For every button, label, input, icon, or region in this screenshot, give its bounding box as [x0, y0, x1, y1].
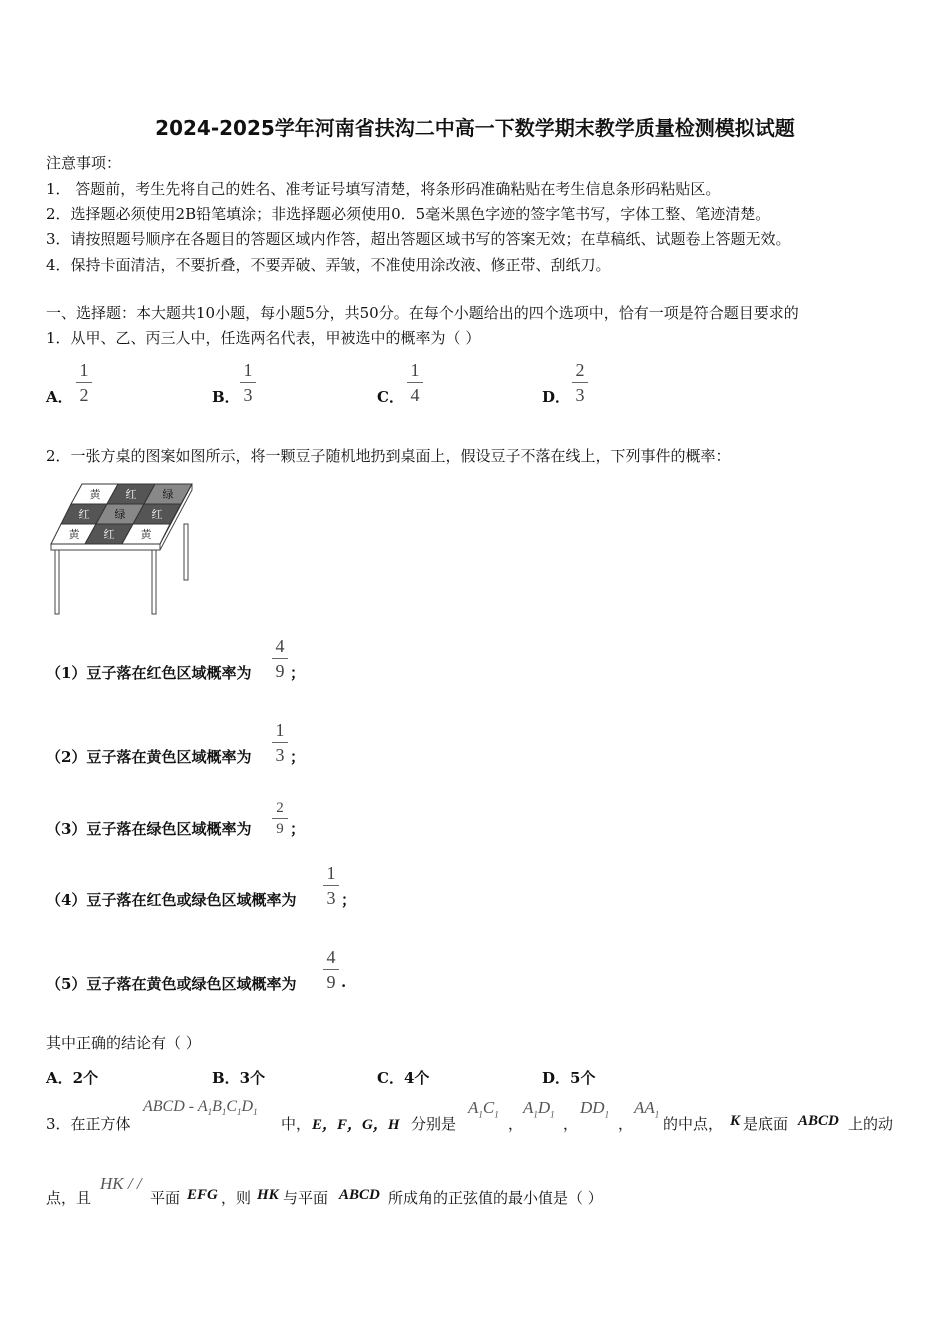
q2-statement-5-fraction: 4 9: [323, 947, 339, 992]
q2-statement-1-end: ；: [290, 664, 306, 682]
q1-option-b-fraction: 1 3: [240, 360, 256, 405]
q1-stem: 1．从甲、乙、丙三人中，任选两名代表，甲被选中的概率为（ ）: [46, 329, 481, 347]
q2-question: 其中正确的结论有（ ）: [46, 1034, 201, 1052]
q2-statement-2-fraction: 1 3: [272, 720, 288, 765]
q3-cube-name: ABCD - $A_1B_1C_1D_1$: [143, 1098, 258, 1118]
q1-option-b-label: B．: [212, 388, 240, 406]
notice-item: 3．请按照题号顺序在各题目的答题区域内作答，超出答题区域书写的答案无效；在草稿纸、试题卷上答题无效。: [46, 230, 791, 248]
q2-statement-1-fraction: 4 9: [272, 636, 288, 681]
q3-plane-efg: EFG: [187, 1187, 218, 1203]
q3-plane-abcd-2: ABCD: [339, 1187, 380, 1203]
notice-item: 1． 答题前，考生先将自己的姓名、准考证号填写清楚，将条形码准确粘贴在考生信息条形码粘贴区。: [46, 180, 721, 198]
q2-statement-3-fraction: 2 9: [272, 800, 288, 837]
q2-statement-3: （3）豆子落在绿色区域概率为: [46, 820, 252, 838]
q3-text-4: 是底面: [743, 1115, 789, 1133]
grid-label: 黄: [140, 528, 152, 541]
q3-segment-4: $AA_1$: [634, 1098, 660, 1120]
grid-label: 绿: [162, 488, 174, 501]
q3-text-3: 的中点，: [663, 1115, 724, 1133]
q1-option-d-label: D．: [542, 388, 571, 406]
q2-option-a: A．2个: [46, 1069, 99, 1087]
q1-option-a-fraction: 1 2: [76, 360, 92, 405]
q2-statement-2: （2）豆子落在黄色区域概率为: [46, 748, 252, 766]
q2-statement-4: （4）豆子落在红色或绿色区域概率为: [46, 891, 297, 909]
q2-statement-1: （1）豆子落在红色区域概率为: [46, 664, 252, 682]
q3-line2-c: ，则: [221, 1189, 252, 1207]
q2-statement-5-end: .: [341, 973, 347, 991]
q3-points-efgh: E，F，G，H: [312, 1117, 400, 1133]
q3-segment-2: $A_1D_1$: [523, 1098, 555, 1120]
q1-option-c-fraction: 1 4: [407, 360, 423, 405]
q3-line2-e: 所成角的正弦值的最小值是（ ）: [388, 1189, 603, 1207]
q2-statement-4-fraction: 1 3: [323, 863, 339, 908]
q3-plane-abcd: ABCD: [798, 1113, 839, 1129]
q3-text-1: 中，: [281, 1115, 312, 1133]
q3-line2-d: 与平面: [283, 1189, 329, 1207]
q1-option-d-fraction: 2 3: [572, 360, 588, 405]
notice-item: 4．保持卡面清洁，不要折叠，不要弄破、弄皱，不准使用涂改液、修正带、刮纸刀。: [46, 256, 611, 274]
q3-segment-1: $A_1C_1$: [468, 1098, 499, 1120]
q1-option-a-label: A．: [46, 388, 73, 406]
grid-label: 绿: [114, 508, 126, 521]
q2-option-b: B．3个: [212, 1069, 266, 1087]
notice-item: 2．选择题必须使用2B铅笔填涂；非选择题必须使用0．5毫米黑色字迹的签字笔书写，字体工整、笔迹清楚。: [46, 205, 771, 223]
q3-point-k: K: [730, 1113, 741, 1129]
section-heading: 一、选择题：本大题共10小题，每小题5分，共50分。在每个小题给出的四个选项中，恰有一项是符合题目要求的: [46, 304, 799, 322]
grid-label: 红: [125, 488, 137, 501]
q1-option-c-label: C．: [377, 388, 404, 406]
notice-heading: 注意事项：: [46, 154, 122, 172]
q2-option-d: D．5个: [542, 1069, 596, 1087]
q2-statement-2-end: ；: [290, 748, 306, 766]
table-figure: [48, 476, 198, 618]
q3-text-2: 分别是: [411, 1115, 457, 1133]
q2-statement-3-end: ；: [290, 820, 306, 838]
grid-label: 黄: [68, 528, 80, 541]
q3-hk-parallel: HK / /: [100, 1174, 142, 1193]
grid-label: 红: [78, 508, 90, 521]
q3-text-5: 上的动: [848, 1115, 894, 1133]
q2-statement-4-end: ；: [341, 891, 357, 909]
q3-prefix: 3．在正方体: [46, 1115, 131, 1133]
grid-label: 红: [151, 508, 163, 521]
grid-label: 红: [103, 528, 115, 541]
page-title: 2024-2025学年河南省扶沟二中高一下数学期末教学质量检测模拟试题: [155, 116, 795, 140]
q2-stem: 2．一张方桌的图案如图所示，将一颗豆子随机地扔到桌面上，假设豆子不落在线上，下列事件的概率：: [46, 447, 731, 465]
q3-segment-3: $DD_1$: [580, 1098, 610, 1120]
q2-option-c: C．4个: [377, 1069, 430, 1087]
q3-hk: HK: [257, 1187, 279, 1203]
q2-statement-5: （5）豆子落在黄色或绿色区域概率为: [46, 975, 297, 993]
grid-label: 黄: [89, 488, 101, 501]
q3-line2-a: 点，且: [46, 1189, 92, 1207]
q3-line2-b: 平面: [150, 1189, 181, 1207]
